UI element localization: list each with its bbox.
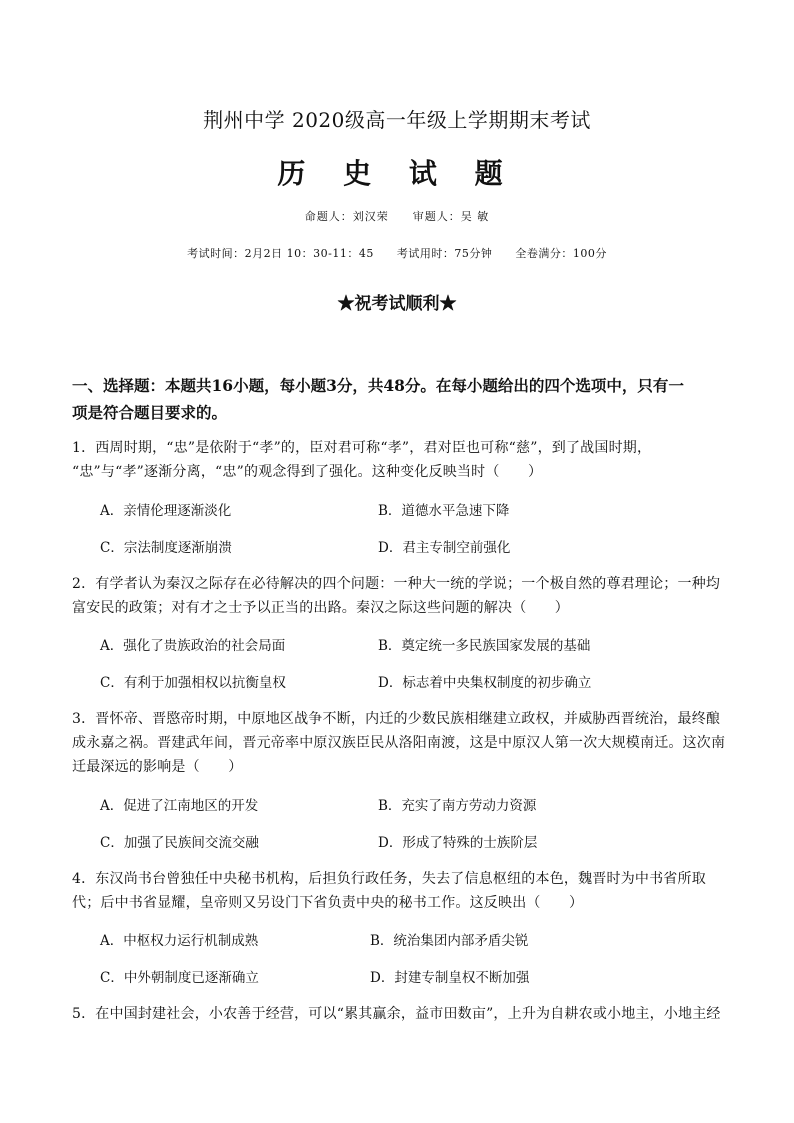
section-heading-line: 一、选择题：本题共16小题，每小题3分，共48分。在每小题给出的四个选项中，只有一 [72, 376, 684, 395]
question-4-option-b: B．统治集团内部矛盾尖锐 [370, 933, 529, 949]
question-line: 4．东汉尚书台曾独任中央秘书机构，后担负行政任务，失去了信息枢纽的本色，魏晋时为中书省所取 [72, 871, 706, 887]
slogan: ★祝考试顺利★ [337, 294, 457, 314]
question-2-option-b: B．奠定统一多民族国家发展的基础 [378, 638, 591, 654]
setters-line: 命题人：刘汉荣 审题人：吴 敏 [304, 210, 490, 223]
question-4-option-d: D．封建专制皇权不断加强 [370, 970, 530, 986]
question-2-option-d: D．标志着中央集权制度的初步确立 [378, 675, 592, 691]
question-4-option-c: C．中外朝制度已逐渐确立 [100, 970, 259, 986]
question-3-option-d: D．形成了特殊的士族阶层 [378, 835, 538, 851]
question-2-stem [72, 572, 732, 620]
question-line: 3．晋怀帝、晋愍帝时期，中原地区战争不断，内迁的少数民族相继建立政权，并威胁西晋统治，最终酿 [72, 711, 721, 727]
question-1-option-d: D．君主专制空前强化 [378, 540, 511, 556]
question-2-option-c: C．有利于加强相权以抗衡皇权 [100, 675, 286, 691]
exam-info-line: 考试时间：2月2日 10：30-11：45 考试用时：75分钟 全卷满分：100分 [187, 247, 607, 260]
question-3-option-b: B．充实了南方劳动力资源 [378, 798, 537, 814]
question-5-stem [72, 1002, 732, 1026]
question-line: 成永嘉之祸。晋建武年间，晋元帝率中原汉族臣民从洛阳南渡，这是中原汉人第一次大规模南迁。这次南 [72, 735, 726, 751]
question-3-option-a: A．促进了江南地区的开发 [100, 798, 259, 814]
question-line: 迁最深远的影响是（ ） [72, 759, 243, 775]
question-line: 2．有学者认为秦汉之际存在必待解决的四个问题：一种大一统的学说；一个极自然的尊君理论；一种均 [72, 576, 721, 592]
question-4-option-a: A．中枢权力运行机制成熟 [100, 933, 259, 949]
question-line: 1．西周时期，“忠”是依附于“孝”的，臣对君可称“孝”，君对臣也可称“慈”，到了战国时期， [72, 440, 652, 456]
section-heading [72, 372, 732, 426]
school-title: 荆州中学 2020级高一年级上学期期末考试 [203, 108, 591, 132]
section-heading-line: 项是符合题目要求的。 [72, 403, 228, 422]
question-4-stem [72, 867, 732, 915]
question-1-option-c: C．宗法制度逐渐崩溃 [100, 540, 232, 556]
question-line: 代；后中书省显耀，皇帝则又另设门下省负责中央的秘书工作。这反映出（ ） [72, 895, 584, 911]
question-line: 5．在中国封建社会，小农善于经营，可以“累其赢余，益市田数亩”，上升为自耕农或小地主，小地主经 [72, 1006, 721, 1022]
question-1-option-b: B．道德水平急速下降 [378, 503, 510, 519]
question-line: 富安民的政策；对有才之士予以正当的出路。秦汉之际这些问题的解决（ ） [72, 600, 569, 616]
question-2-option-a: A．强化了贵族政治的社会局面 [100, 638, 286, 654]
question-1-option-a: A．亲情伦理逐渐淡化 [100, 503, 232, 519]
subject-title: 历 史 试 题 [277, 157, 517, 190]
question-3-option-c: C．加强了民族间交流交融 [100, 835, 259, 851]
question-1-stem [72, 436, 732, 484]
question-3-stem [72, 707, 732, 779]
question-line: “忠”与“孝”逐渐分离，“忠”的观念得到了强化。这种变化反映当时（ ） [72, 464, 543, 480]
